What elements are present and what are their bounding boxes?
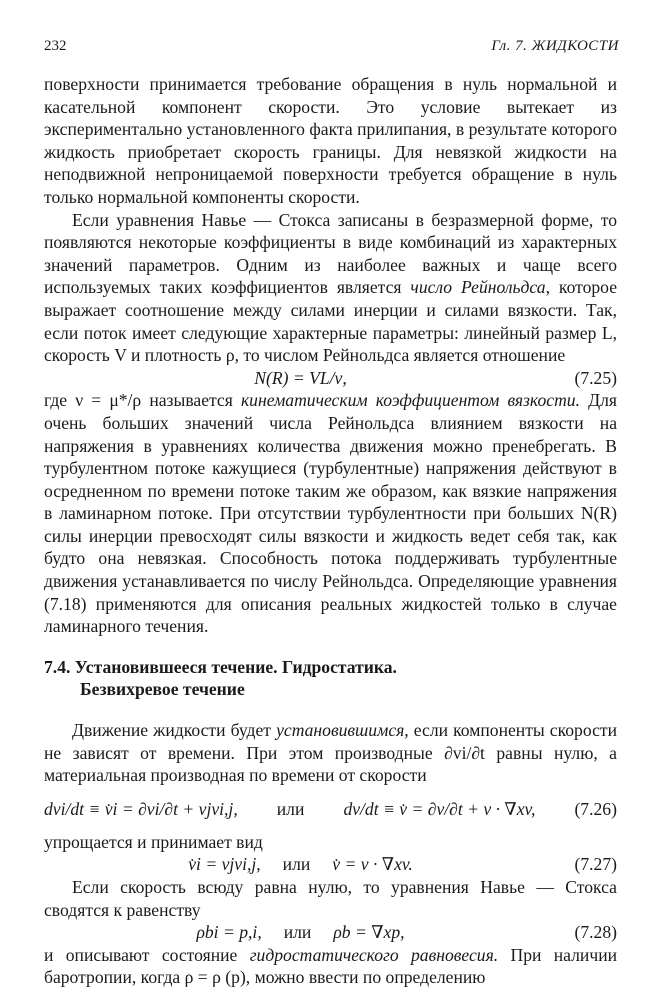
- equation-number: (7.28): [574, 922, 617, 943]
- equation-conj: или: [276, 798, 305, 819]
- page-header: [44, 38, 619, 60]
- term-steady: установившимся,: [276, 720, 409, 741]
- paragraph-4: Движение жидкости будет установившимся, если компоненты скорости не зависят от времени. При этом производные ∂vi/∂t равны нулю, а материальная производная по времени от скорости: [44, 720, 617, 786]
- equation-7-26: [44, 787, 617, 831]
- equation-number: (7.26): [574, 798, 617, 819]
- equation-left: v̇i = vjvi,j,: [188, 854, 261, 875]
- equation-formula: N(R) = VL/ν,: [254, 367, 347, 388]
- equation-right: dv/dt ≡ v̇ = ∂v/∂t + v · ∇xv,: [343, 798, 536, 819]
- term-hydrostatic-equilibrium: гидростатического равновесия.: [249, 944, 499, 965]
- equation-7-27: [44, 853, 617, 876]
- section-title-line1: Установившееся течение. Гидростатика.: [74, 656, 397, 677]
- equation-left: ρbi = p,i,: [196, 922, 262, 943]
- page-number: 232: [44, 38, 67, 54]
- page-body: [44, 73, 617, 989]
- equation-conj: или: [283, 922, 312, 943]
- paragraph-2: Если уравнения Навье — Стокса записаны в безразмерной форме, то появляются некоторые коэффициенты в виде комбинаций из характерных значений параметров. Одним из наиболее важных и чаще всего используемых таких коэффициентов является число Рейнольдса, которое выражает соотношение между силами инерции и силами вязкости. Так, если поток имеет следующие характерные параметры: линейный размер L, скорость V и плотность ρ, то числом Рейнольдса является отношение: [44, 209, 617, 366]
- equation-number: (7.25): [574, 367, 617, 388]
- paragraph-5: упрощается и принимает вид: [44, 831, 263, 852]
- paragraph-6: Если скорость всюду равна нулю, то уравнения Навье — Стокса сводятся к равенству: [44, 877, 617, 920]
- equation-right: ρb = ∇xp,: [333, 922, 405, 943]
- equation-right: v̇ = v · ∇xv.: [332, 854, 413, 875]
- equation-7-28: [44, 921, 617, 944]
- running-head: Гл. 7. ЖИДКОСТИ: [491, 38, 619, 54]
- equation-left: dvi/dt ≡ v̇i = ∂vi/∂t + vjvi,j,: [44, 798, 238, 819]
- term-reynolds-number: число Рейнольдса: [410, 277, 546, 298]
- paragraph-7: и описывают состояние гидростатического равновесия. При наличии баротропии, когда ρ = ρ (p), можно ввести по определению: [44, 944, 618, 988]
- equation-conj: или: [282, 854, 311, 875]
- section-title-line2: Безвихревое течение: [80, 679, 245, 700]
- term-kinematic-viscosity: кинематическим коэффициентом вязкости.: [240, 390, 580, 411]
- equation-number: (7.27): [574, 854, 617, 875]
- equation-7-25: [44, 367, 617, 390]
- section-number: 7.4.: [44, 656, 71, 677]
- section-heading: [44, 656, 617, 701]
- paragraph-3: где ν = μ*/ρ называется кинематическим коэффициентом вязкости. Для очень больших значений числа Рейнольдса влиянием вязкости на напряжения в уравнениях количества движения можно пренебрегать. В турбулентном потоке кажущиеся (турбулентные) напряжения действуют в осредненном по времени потоке таким же образом, как вязкие напряжения в ламинарном потоке. При отсутствии турбулентности при больших N(R) силы инерции превосходят силы вязкости и жидкость ведет себя так, как будто она невязкая. Способность потока поддерживать турбулентные движения устанавливается по числу Рейнольдса. Определяющие уравнения (7.18) применяются для описания реальных жидкостей только в случае ламинарного течения.: [44, 390, 617, 637]
- paragraph-1: поверхности принимается требование обращения в нуль нормальной и касательной компонент скорости. Это условие вытекает из экспериментально установленного факта прилипания, в результате которого жидкость приобретает скорость границы. Для невязкой жидкости на неподвижной непроницаемой поверхности требуется обращение в нуль только нормальной компоненты скорости.: [44, 74, 617, 207]
